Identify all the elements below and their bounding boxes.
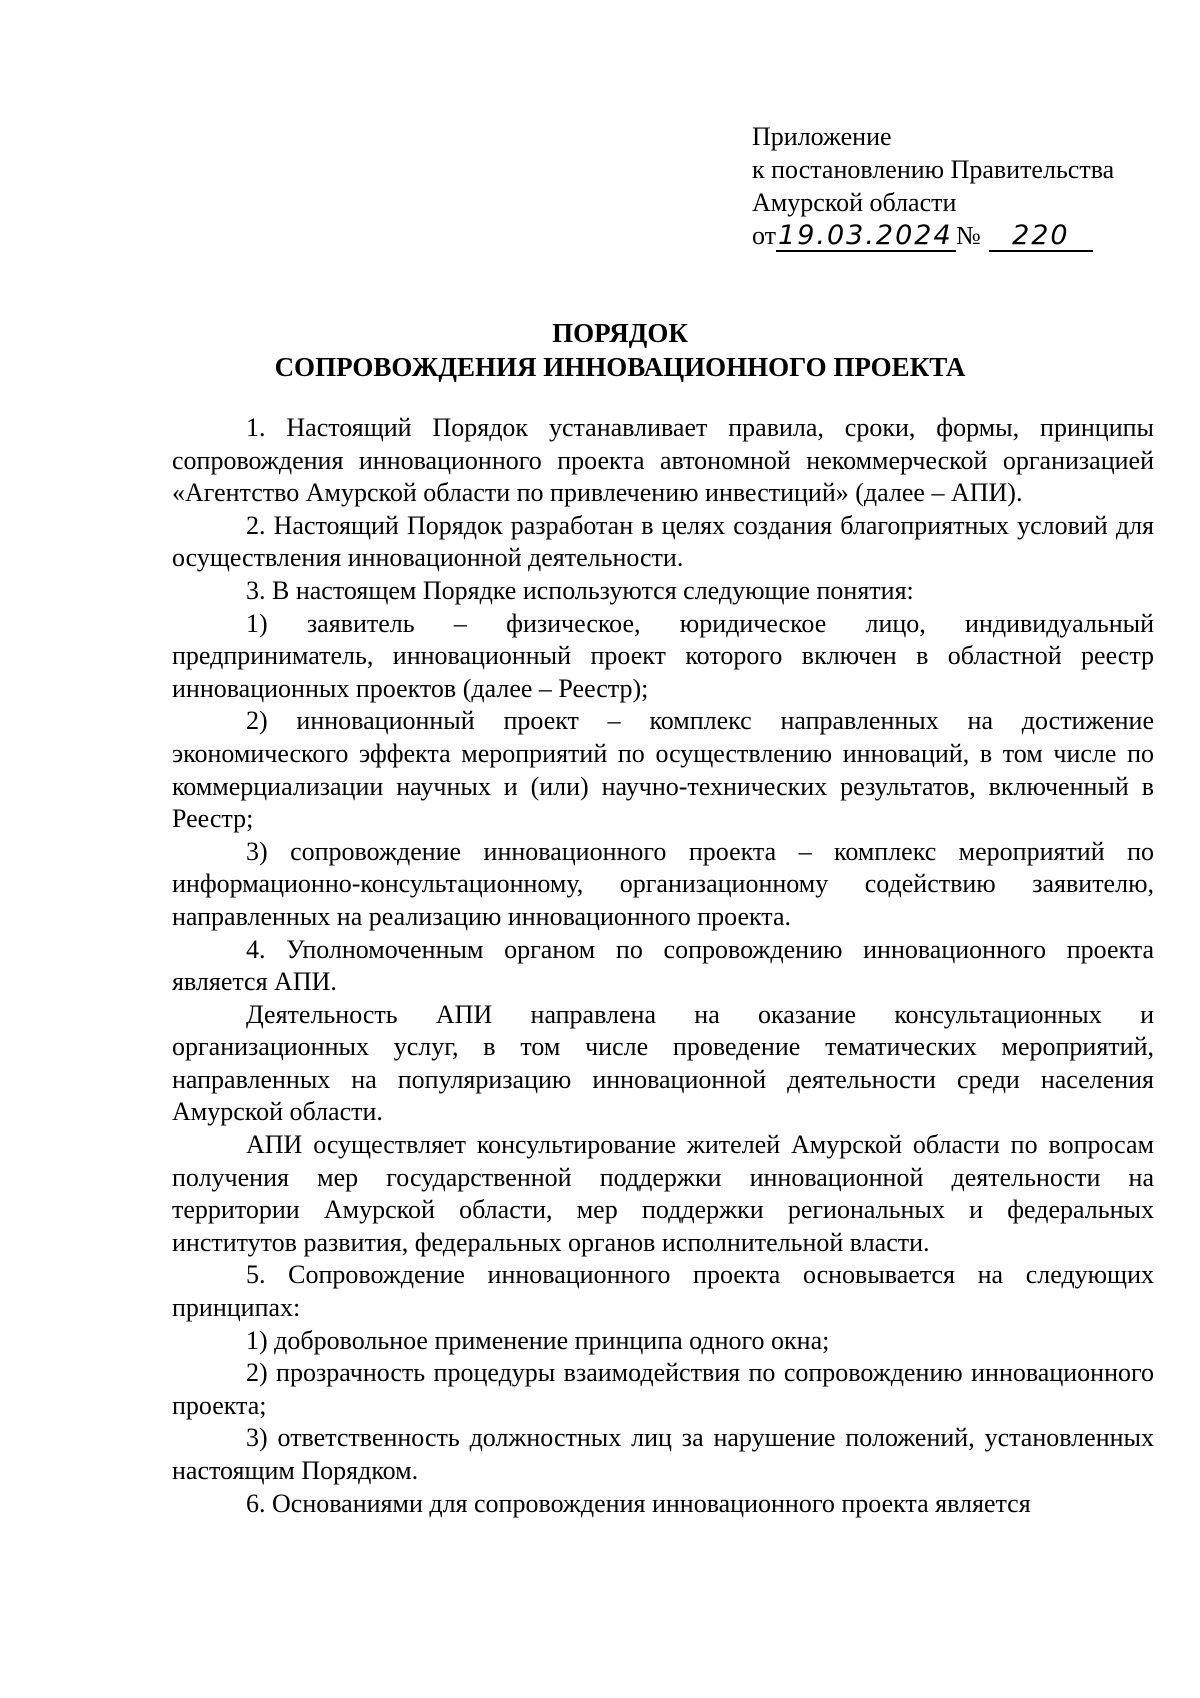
title-line-1: ПОРЯДОК [552, 318, 688, 348]
appendix-header [752, 120, 1172, 252]
document-body [172, 412, 1154, 1520]
title-line-2: СОПРОВОЖДЕНИЯ ИННОВАЦИОННОГО ПРОЕКТА [274, 352, 966, 382]
appendix-reference: к постановлению Правительства [752, 155, 1115, 184]
paragraph: АПИ осуществляет консультирование жителей Амурской области по вопросам получения мер государственной поддержки инновационной деятельности на территории Амурской области, мер поддержки региональных и федеральных институтов развития, федеральных органов исполнительной власти. [172, 1130, 1154, 1257]
paragraph: 3. В настоящем Порядке используются следующие понятия: [246, 575, 914, 605]
decree-date-number [752, 219, 1172, 252]
paragraph: 2) инновационный проект – комплекс направленных на достижение экономического эффекта мероприятий по осуществлению инноваций, в том числе по коммерциализации научных и (или) научно-технических результатов, включенный в Реестр; [172, 706, 1154, 834]
paragraph: 3) ответственность должностных лиц за нарушение положений, установленных настоящим Порядком. [172, 1423, 1154, 1485]
document-title [160, 316, 1080, 384]
handwritten-number: 220 [989, 222, 1093, 252]
paragraph: 1) добровольное применение принципа одного окна; [246, 1325, 830, 1355]
handwritten-date: 19.03.2024 [776, 222, 956, 252]
paragraph: 6. Основаниями для сопровождения инновационного проекта является [246, 1488, 1031, 1518]
appendix-region: Амурской области [752, 188, 957, 217]
appendix-label: Приложение [752, 122, 892, 151]
paragraph: 5. Сопровождение инновационного проекта основывается на следующих принципах: [172, 1260, 1154, 1323]
paragraph: 4. Уполномоченным органом по сопровождению инновационного проекта является АПИ. [172, 934, 1154, 997]
paragraph: Деятельность АПИ направлена на оказание консультационных и организационных услуг, в том числе проведение тематических мероприятий, направленных на популяризацию инновационной деятельности среди населения Амурской области. [172, 999, 1154, 1127]
paragraph: 1) заявитель – физическое, юридическое лицо, индивидуальный предприниматель, инновационный проект которого включен в областной реестр инновационных проектов (далее – Реестр); [172, 608, 1154, 703]
date-prefix: от [752, 221, 777, 250]
paragraph: 1. Настоящий Порядок устанавливает правила, сроки, формы, принципы сопровождения инновационного проекта автономной некоммерческой организацией «Агентство Амурской области по привлечению инвестиций» (далее – АПИ). [172, 413, 1154, 508]
paragraph: 3) сопровождение инновационного проекта – комплекс мероприятий по информационно-консультационному, организационному содействию заявителю, направленных на реализацию инновационного проекта. [172, 836, 1154, 931]
paragraph: 2) прозрачность процедуры взаимодействия по сопровождению инновационного проекта; [172, 1358, 1154, 1420]
number-sign: № [956, 221, 981, 250]
paragraph: 2. Настоящий Порядок разработан в целях создания благоприятных условий для осуществления инновационной деятельности. [172, 510, 1154, 573]
